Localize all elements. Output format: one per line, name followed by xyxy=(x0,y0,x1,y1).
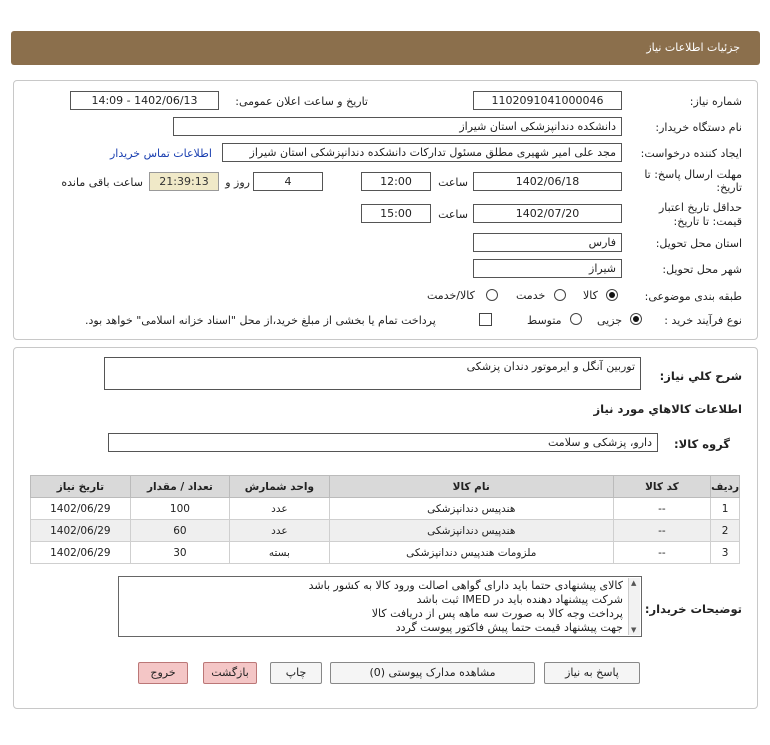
deadline-time-label: ساعت xyxy=(438,176,468,189)
row-qty: 30 xyxy=(130,542,229,564)
row-unit: عدد xyxy=(230,498,330,520)
province-field[interactable]: فارس xyxy=(473,233,622,252)
page-header xyxy=(11,31,760,65)
days-field[interactable]: 4 xyxy=(253,172,323,191)
goods-group-field[interactable]: دارو، پزشکی و سلامت xyxy=(108,433,658,452)
need-number-label: شماره نیاز: xyxy=(689,95,742,108)
table-header-row xyxy=(31,476,740,498)
buyer-contact-link[interactable]: اطلاعات تماس خریدار xyxy=(110,147,212,160)
col-name-header: نام کالا xyxy=(329,476,613,498)
row-code: -- xyxy=(613,542,710,564)
deadline-time-field[interactable]: 12:00 xyxy=(361,172,431,191)
process-medium-label: متوسط xyxy=(527,314,562,327)
days-label: روز و xyxy=(225,176,250,189)
row-name: هندپیس دندانپزشکی xyxy=(329,520,613,542)
city-field[interactable]: شیراز xyxy=(473,259,622,278)
reply-button[interactable]: پاسخ به نیاز xyxy=(544,662,640,684)
buyer-notes-textarea[interactable] xyxy=(118,576,642,637)
row-date: 1402/06/29 xyxy=(31,498,131,520)
goods-table xyxy=(30,475,740,564)
row-unit: بسته xyxy=(230,542,330,564)
row-date: 1402/06/29 xyxy=(31,542,131,564)
note-line: جهت پیشنهاد قیمت حتما پیش فاکتور پیوست گردد xyxy=(395,621,623,634)
exit-button[interactable]: خروج xyxy=(138,662,188,684)
category-service-label: خدمت xyxy=(516,289,546,302)
category-goods-label: کالا xyxy=(583,289,598,302)
row-code: -- xyxy=(613,498,710,520)
city-label: شهر محل تحویل: xyxy=(662,263,742,276)
description-field[interactable]: توربین آنگل و ایرموتور دندان پزشکی xyxy=(104,357,641,390)
row-index: 3 xyxy=(711,542,740,564)
row-date: 1402/06/29 xyxy=(31,520,131,542)
deadline-label: مهلت ارسال پاسخ: تا xyxy=(644,168,742,181)
table-row[interactable] xyxy=(31,498,740,520)
note-line: کالای پیشنهادی حتما باید دارای گواهی اصالت ورود کالا به کشور باشد xyxy=(308,579,623,592)
validity-date-field[interactable]: 1402/07/20 xyxy=(473,204,622,223)
deadline-date-field[interactable]: 1402/06/18 xyxy=(473,172,622,191)
print-button[interactable]: چاپ xyxy=(270,662,322,684)
page-title: جزئیات اطلاعات نیاز xyxy=(646,41,740,54)
deadline-label-2: تاریخ: xyxy=(716,181,742,194)
remaining-label: ساعت باقی مانده xyxy=(61,176,143,189)
goods-group-label: گروه کالا: xyxy=(674,437,730,451)
row-code: -- xyxy=(613,520,710,542)
announce-datetime-field[interactable]: 1402/06/13 - 14:09 xyxy=(70,91,219,110)
scroll-down-icon[interactable]: ▼ xyxy=(631,626,637,634)
attachments-button[interactable]: مشاهده مدارک پیوستی (0) xyxy=(330,662,535,684)
buyer-notes-label: توضیحات خریدار: xyxy=(644,602,742,616)
row-unit: عدد xyxy=(230,520,330,542)
category-both-label: کالا/خدمت xyxy=(427,289,475,302)
treasury-payment-label: پرداخت تمام یا بخشی از مبلغ خرید،از محل "اسناد خزانه اسلامی" خواهد بود. xyxy=(85,314,436,327)
col-date-header: تاریخ نیاز xyxy=(31,476,131,498)
row-name: ملزومات هندپیس دندانپزشکی xyxy=(329,542,613,564)
validity-time-field[interactable]: 15:00 xyxy=(361,204,431,223)
row-qty: 100 xyxy=(130,498,229,520)
note-line: پرداخت وجه کالا به صورت سه ماهه پس از دریافت کالا xyxy=(371,607,623,620)
col-code-header: کد کالا xyxy=(613,476,710,498)
category-both-radio[interactable] xyxy=(486,289,498,301)
validity-time-label: ساعت xyxy=(438,208,468,221)
category-service-radio[interactable] xyxy=(554,289,566,301)
category-label: طبقه بندی موضوعی: xyxy=(644,290,742,303)
validity-label-2: قیمت: تا تاریخ: xyxy=(673,215,742,228)
row-index: 1 xyxy=(711,498,740,520)
process-minor-radio[interactable] xyxy=(630,313,642,325)
treasury-payment-checkbox[interactable] xyxy=(479,313,492,326)
remaining-time-field: 21:39:13 xyxy=(149,172,219,191)
buyer-label: نام دستگاه خریدار: xyxy=(655,121,742,134)
creator-label: ایجاد کننده درخواست: xyxy=(640,147,742,160)
row-qty: 60 xyxy=(130,520,229,542)
category-goods-radio[interactable] xyxy=(606,289,618,301)
process-medium-radio[interactable] xyxy=(570,313,582,325)
goods-info-title: اطلاعات کالاهاي مورد نياز xyxy=(593,402,742,416)
table-row[interactable] xyxy=(31,520,740,542)
table-row[interactable] xyxy=(31,542,740,564)
back-button[interactable]: بازگشت xyxy=(203,662,257,684)
process-label: نوع فرآیند خرید : xyxy=(664,314,742,327)
note-line: شرکت پیشنهاد دهنده باید در IMED ثبت باشد xyxy=(416,593,623,606)
description-label: شرح کلي نياز: xyxy=(659,369,742,383)
process-minor-label: جزیی xyxy=(597,314,623,327)
col-unit-header: واحد شمارش xyxy=(230,476,330,498)
province-label: استان محل تحویل: xyxy=(655,237,742,250)
scroll-up-icon[interactable]: ▲ xyxy=(631,579,637,587)
validity-label: حداقل تاریخ اعتبار xyxy=(658,201,742,214)
notes-scrollbar[interactable] xyxy=(628,578,640,635)
row-name: هندپیس دندانپزشکی xyxy=(329,498,613,520)
col-qty-header: تعداد / مقدار xyxy=(130,476,229,498)
need-number-field[interactable]: 1102091041000046 xyxy=(473,91,622,110)
creator-field[interactable]: مجد علی امیر شهیری مطلق مسئول تدارکات دانشکده دندانپزشکی استان شیراز xyxy=(222,143,622,162)
col-row-header: ردیف xyxy=(711,476,740,498)
buyer-field[interactable]: دانشکده دندانپزشکی استان شیراز xyxy=(173,117,622,136)
row-index: 2 xyxy=(711,520,740,542)
announce-label: تاریخ و ساعت اعلان عمومی: xyxy=(235,95,368,108)
